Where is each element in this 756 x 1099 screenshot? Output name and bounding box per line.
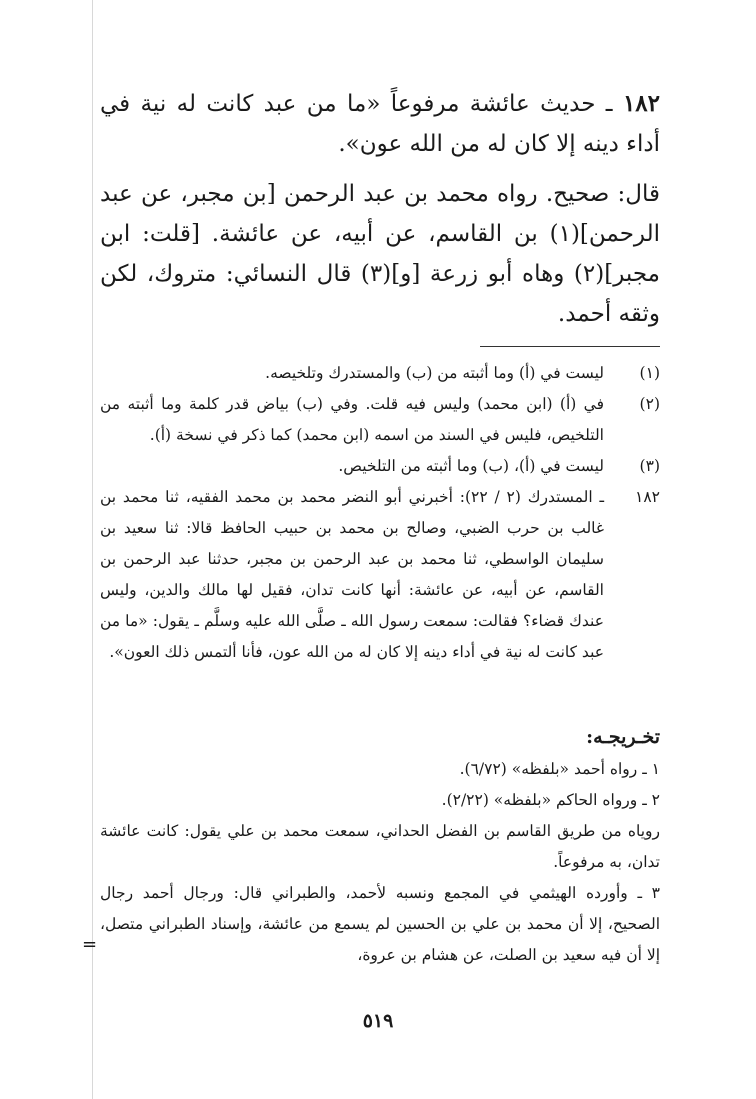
footnote-1 bbox=[100, 358, 660, 389]
hadith-entry bbox=[100, 84, 660, 164]
footnote-2 bbox=[100, 389, 660, 451]
footnote-text: ليست في (أ) وما أثبته من (ب) والمستدرك وتلخيصه. bbox=[265, 364, 604, 382]
hadith-ruling: قال: صحيح. رواه محمد بن عبد الرحمن [بن مجبر، عن عبد الرحمن](١) بن القاسم، عن أبيه، عن عائشة. [قلت: ابن مجبر](٢) وهاه أبو زرعة [و](٣) قال النسائي: متروك، لكن وثقه أحمد. bbox=[100, 181, 660, 327]
footnotes bbox=[100, 358, 660, 668]
footnote-text: ـ المستدرك (٢ / ٢٢): أخبرني أبو النضر محمد بن محمد الفقيه، ثنا محمد بن غالب بن حرب الضبي، وصالح بن محمد بن حبيب الحافظ قالا: ثنا سعيد بن سليمان الواسطي، ثنا محمد بن عبد الرحمن بن مجبر، حدثنا عبد الرحمن بن القاسم، عن أبيه، عن عائشة: أنها كانت تدان، فقيل لها مالك والدين، وليس عندك قضاء؟ فقالت: سمعت رسول الله ـ صلَّى الله عليه وسلَّم ـ يقول: «ما من عبد كانت له نية في أداء دينه إلا كان له من الله عون، فأنا ألتمس ذلك العون». bbox=[100, 488, 604, 661]
footnote-number: (٣) bbox=[639, 457, 660, 475]
page-number: ٥١٩ bbox=[362, 1010, 394, 1032]
footnote-number: (٢) bbox=[639, 395, 660, 413]
continuation-mark: = bbox=[82, 934, 98, 955]
hadith-text: ـ حديث عائشة مرفوعاً «ما من عبد كانت له نية في أداء دينه إلا كان له من الله عون». bbox=[100, 91, 660, 157]
footnote-number: ١٨٢ bbox=[635, 488, 660, 506]
takhrij-list bbox=[100, 754, 660, 971]
footnote-text: ليست في (أ)، (ب) وما أثبته من التلخيص. bbox=[338, 457, 604, 475]
footnote-number: (١) bbox=[639, 364, 660, 382]
footnote-3 bbox=[100, 451, 660, 482]
takhrij-heading: تخـريجـه: bbox=[586, 726, 660, 748]
takhrij-item: روياه من طريق القاسم بن الفضل الحداني، سمعت محمد بن علي يقول: كانت عائشة تدان، به مرفوعاً. bbox=[100, 822, 660, 871]
footnote-source bbox=[100, 482, 660, 668]
footnote-text: في (أ) (ابن محمد) وليس فيه قلت. وفي (ب) بياض قدر كلمة وما أثبته من التلخيص، فليس في السند من اسمه (ابن محمد) كما ذكر في نسخة (أ). bbox=[100, 395, 604, 444]
takhrij-item: ٣ ـ وأورده الهيثمي في المجمع ونسبه لأحمد، والطبراني قال: ورجال أحمد رجال الصحيح، إلا أن محمد بن علي بن الحسين لم يسمع من عائشة، وإسناد الطبراني متصل، إلا أن فيه سعيد بن الصلت، عن هشام بن عروة، bbox=[100, 884, 660, 964]
takhrij-item: ٢ ـ ورواه الحاكم «بلفظه» (٢/٢٢). bbox=[441, 791, 660, 809]
takhrij-item: ١ ـ رواه أحمد «بلفظه» (٦/٧٢). bbox=[459, 760, 660, 778]
hadith-number: ١٨٢ bbox=[622, 90, 661, 117]
footnote-separator bbox=[480, 346, 660, 347]
